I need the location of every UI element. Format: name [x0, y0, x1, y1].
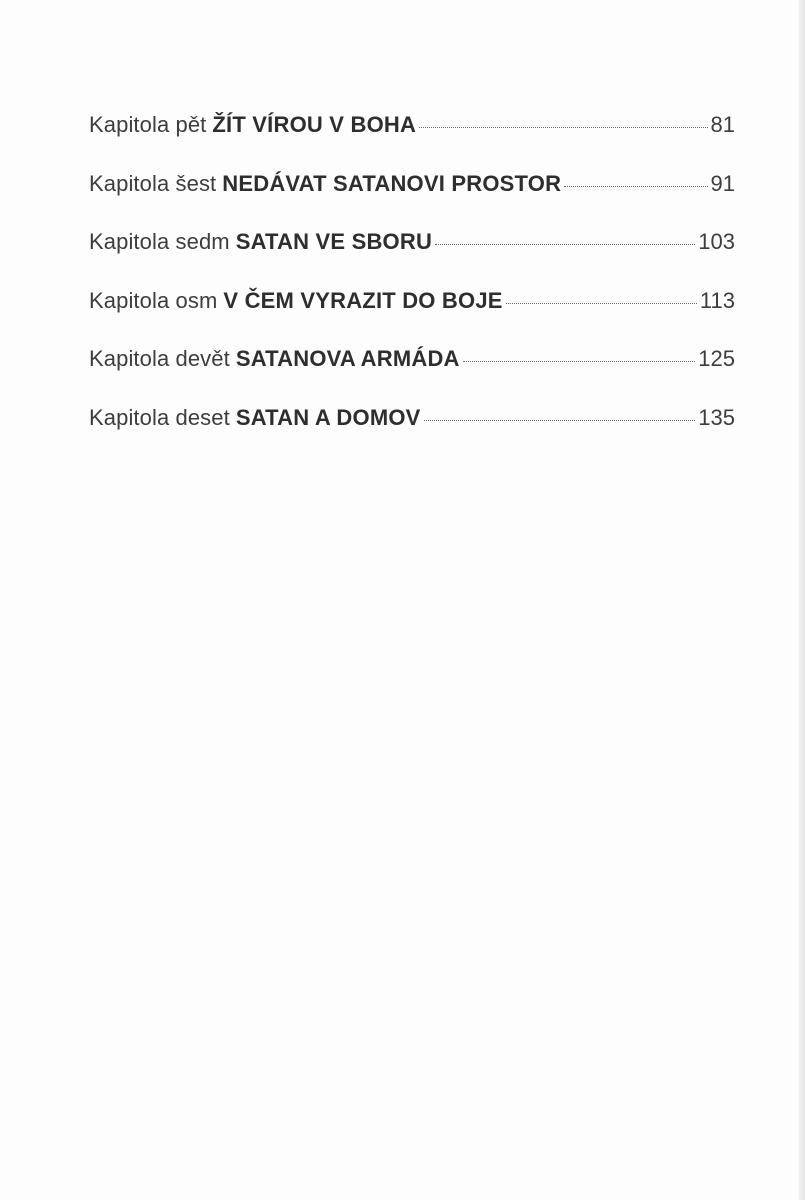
- page-number: 125: [698, 346, 735, 371]
- chapter-label: Kapitola osm: [89, 287, 218, 313]
- page-number: 81: [710, 112, 735, 137]
- chapter-label: Kapitola deset: [89, 404, 230, 430]
- toc-entry-6: [89, 171, 735, 230]
- chapter-label: Kapitola šest: [89, 170, 217, 196]
- toc-entry-5: [89, 112, 735, 171]
- chapter-title: SATAN A DOMOV: [235, 404, 421, 430]
- chapter-title: NEDÁVAT SATANOVI PROSTOR: [222, 170, 562, 196]
- chapter-label: Kapitola pět: [89, 112, 207, 137]
- chapter-title: SATAN VE SBORU: [235, 229, 433, 254]
- page-number: 135: [698, 404, 735, 430]
- dot-leader: [419, 127, 707, 128]
- dot-leader: [424, 420, 696, 421]
- page-number: 113: [699, 287, 735, 313]
- page-number: 91: [710, 170, 735, 196]
- page-edge: [799, 0, 805, 1200]
- table-of-contents: [89, 112, 735, 463]
- chapter-title: SATANOVA ARMÁDA: [235, 346, 460, 371]
- chapter-label: Kapitola devět: [89, 346, 230, 371]
- dot-leader: [463, 361, 696, 362]
- chapter-title: ŽÍT VÍROU V BOHA: [212, 112, 417, 137]
- toc-entry-7: [89, 229, 735, 288]
- dot-leader: [435, 244, 695, 245]
- toc-entry-9: [89, 346, 735, 405]
- toc-entry-10: [89, 405, 735, 464]
- chapter-label: Kapitola sedm: [89, 229, 230, 254]
- page-number: 103: [698, 229, 735, 254]
- dot-leader: [506, 303, 697, 304]
- toc-entry-8: [89, 288, 735, 347]
- chapter-title: V ČEM VYRAZIT DO BOJE: [223, 287, 503, 313]
- dot-leader: [564, 186, 707, 187]
